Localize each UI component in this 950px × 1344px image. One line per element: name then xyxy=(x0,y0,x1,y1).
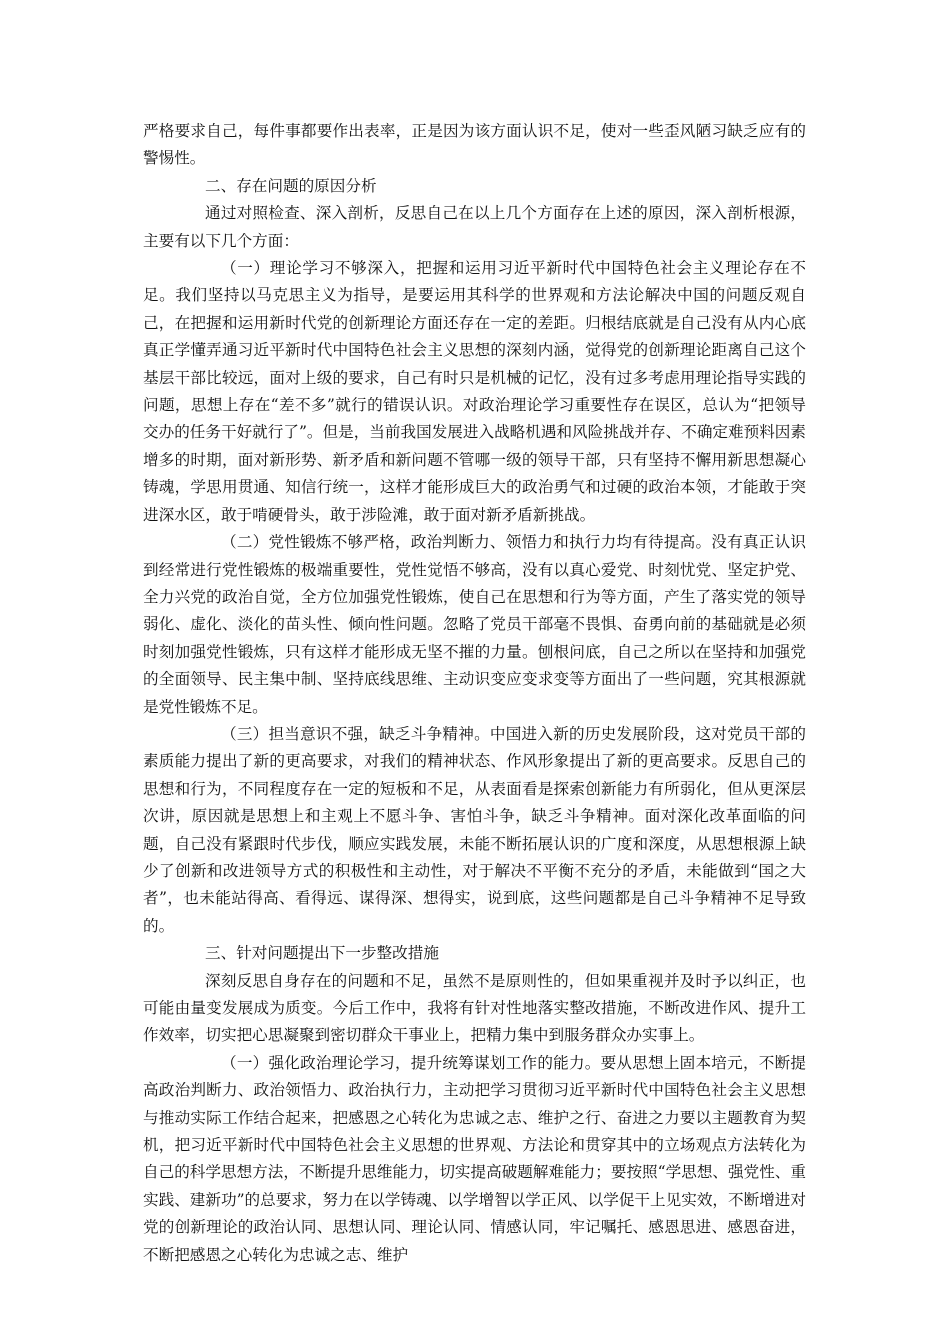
paragraph-subsection-1: （一）理论学习不够深入，把握和运用习近平新时代中国特色社会主义理论存在不足。我们坚持以马克思主义为指导，是要运用其科学的世界观和方法论解决中国的问题反观自己，在把握和运用新时代党的创新理论方面还存在一定的差距。归根结底就是自己没有从内心底真正学懂弄通习近平新时代中国特色社会主义思想的深刻内涵，觉得党的创新理论距离自己这个基层干部比较远，面对上级的要求，自己有时只是机械的记忆，没有过多考虑用理论指导实践的问题，思想上存在“差不多”就行的错误认识。对政治理论学习重要性存在误区，总认为“把领导交办的任务干好就行了”。但是，当前我国发展进入战略机遇和风险挑战并存、不确定难预料因素增多的时期，面对新形势、新矛盾和新问题不管哪一级的领导干部，只有坚持不懈用新思想凝心铸魂，学思用贯通、知信行统一，这样才能形成巨大的政治勇气和过硬的政治本领，才能敢于突进深水区，敢于啃硬骨头，敢于涉险滩，敢于面对新矛盾新挑战。 xyxy=(143,259,806,524)
paragraph-intro: 通过对照检查、深入剖析，反思自己在以上几个方面存在上述的原因，深入剖析根源，主要有以下几个方面： xyxy=(143,204,806,250)
paragraph-measure-1: （一）强化政治理论学习，提升统筹谋划工作的能力。要从思想上固本培元，不断提高政治判断力、政治领悟力、政治执行力，主动把学习贯彻习近平新时代中国特色社会主义思想与推动实际工作结合起来，把感恩之心转化为忠诚之志、维护之行、奋进之力要以主题教育为契机，把习近平新时代中国特色社会主义思想的世界观、方法论和贯穿其中的立场观点方法转化为自己的科学思想方法，不断提升思维能力，切实提高破题解难能力；要按照“学思想、强党性、重实践、建新功”的总要求，努力在以学铸魂、以学增智以学正风、以学促干上见实效，不断增进对党的创新理论的政治认同、思想认同、理论认同、情感认同，牢记嘱托、感恩思进、感恩奋进，不断把感恩之心转化为忠诚之志、维护 xyxy=(143,1053,806,1264)
section-heading-two: 二、存在问题的原因分析 xyxy=(205,176,377,195)
document-page xyxy=(143,118,806,1269)
paragraph-reflection: 深刻反思自身存在的问题和不足，虽然不是原则性的，但如果重视并及时予以纠正，也可能由量变发展成为质变。今后工作中，我将有针对性地落实整改措施，不断改进作风、提升工作效率，切实把心思凝聚到密切群众干事业上，把精力集中到服务群众办实事上。 xyxy=(143,971,806,1045)
paragraph-continuation: 严格要求自己，每件事都要作出表率，正是因为该方面认识不足，使对一些歪风陋习缺乏应有的警惕性。 xyxy=(143,122,806,168)
paragraph-subsection-3: （三）担当意识不强，缺乏斗争精神。中国进入新的历史发展阶段，这对党员干部的素质能力提出了新的更高要求，对我们的精神状态、作风形象提出了新的更高要求。反思自己的思想和行为，不同程度存在一定的短板和不足，从表面看是探索创新能力有所弱化，但从更深层次讲，原因就是思想上和主观上不愿斗争、害怕斗争，缺乏斗争精神。面对深化改革面临的问题，自己没有紧跟时代步伐，顺应实践发展，未能不断拓展认识的广度和深度，从思想根源上缺少了创新和改进领导方式的积极性和主动性，对于解决不平衡不充分的矛盾，未能做到“国之大者”，也未能站得高、看得远、谋得深、想得实，说到底，这些问题都是自己斗争精神不足导致的。 xyxy=(143,724,806,935)
paragraph-subsection-2: （二）党性锻炼不够严格，政治判断力、领悟力和执行力均有待提高。没有真正认识到经常进行党性锻炼的极端重要性，党性觉悟不够高，没有以真心爱党、时刻忧党、坚定护党、全力兴党的政治自觉，全方位加强党性锻炼，使自己在思想和行为等方面，产生了落实党的领导弱化、虚化、淡化的苗头性、倾向性问题。忽略了党员干部毫不畏惧、奋勇向前的基础就是必须时刻加强党性锻炼，只有这样才能形成无坚不摧的力量。刨根问底，自己之所以在坚持和加强党的全面领导、民主集中制、坚持底线思维、主动识变应变求变等方面出了一些问题，究其根源就是党性锻炼不足。 xyxy=(143,533,806,716)
section-heading-three: 三、针对问题提出下一步整改措施 xyxy=(205,944,439,963)
